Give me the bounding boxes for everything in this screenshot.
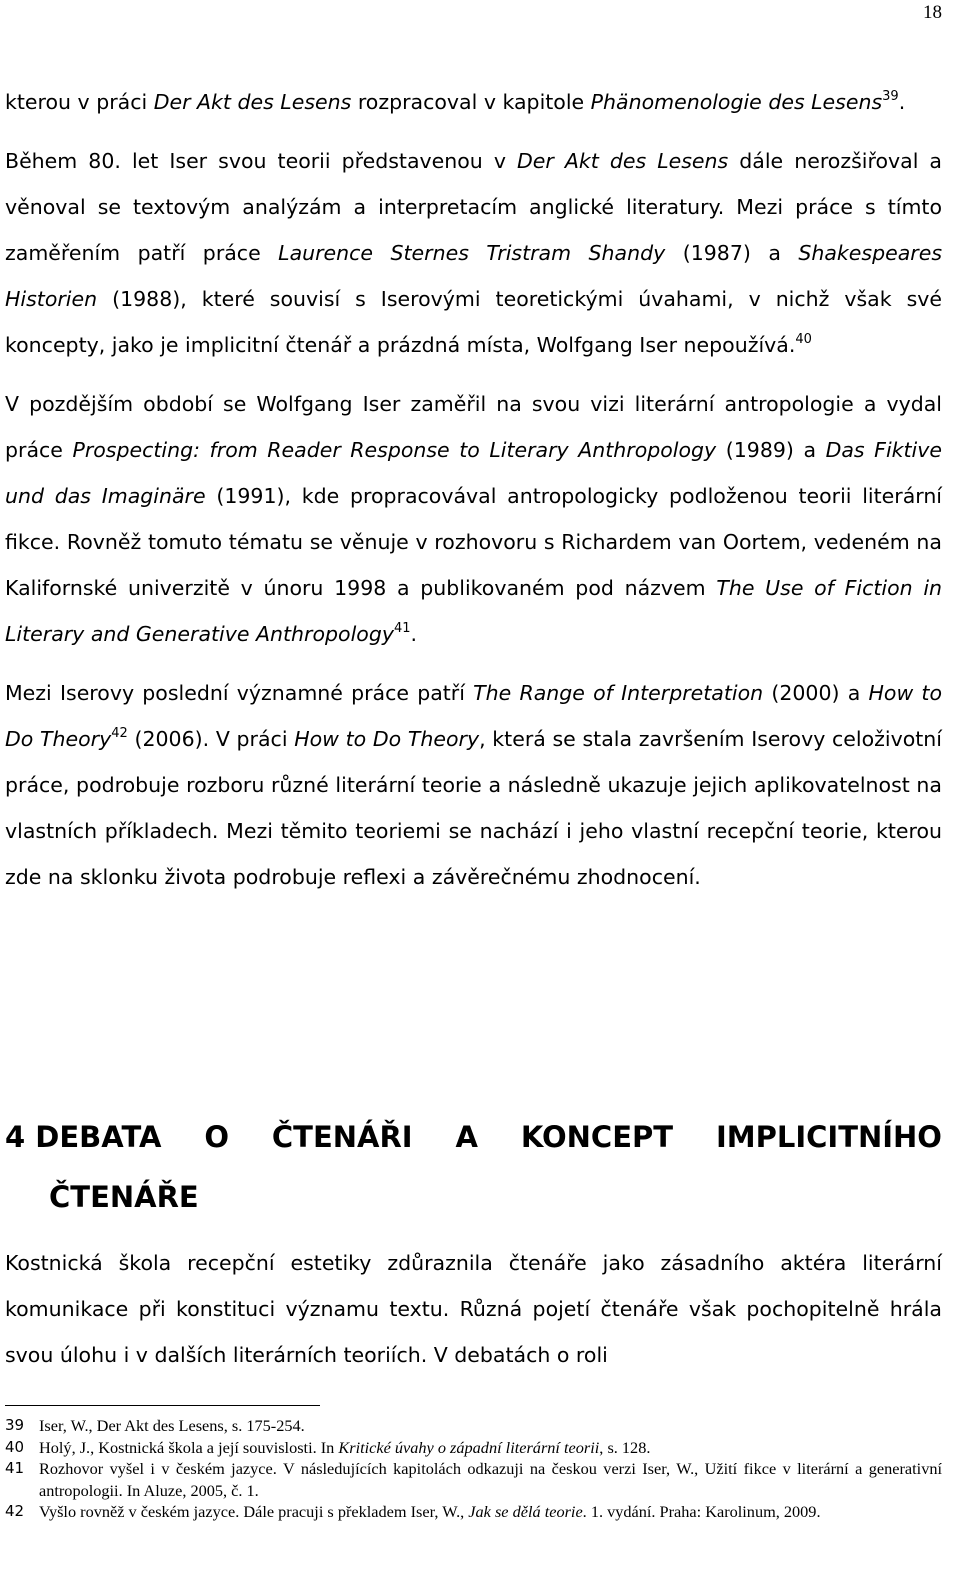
footnotes [5,1415,942,1523]
paragraph-5: Kostnická škola recepční estetiky zdůraznila čtenáře jako zásadního aktéra literární komunikace při konstituci významu textu. Různá pojetí čtenáře však pochopitelně hrála svou úlohu i v dalších literárních teoriích. V debatách o roli [5,1251,942,1367]
footnote-40: 40 Holý, J., Kostnická škola a její souvislosti. In Kritické úvahy o západní literární teorii, s. 128. [5,1437,651,1457]
paragraph-2: Během 80. let Iser svou teorii představenou v Der Akt des Lesens dále nerozšiřoval a věnoval se textovým analýzám a interpretacím anglické literatury. Mezi práce s tímto zaměřením patří práce Laurence Sternes Tristram Shandy (1987) a Shakespeares Historien (1988), které souvisí s Iserovými teoretickými úvahami, v nichž však své koncepty, jako je implicitní čtenář a prázdná místa, Wolfgang Iser nepoužívá.$^{40}$ [5,149,942,357]
chapter-intro [5,1240,942,1378]
footnote-divider [5,1405,320,1406]
footnote-39: 39 Iser, W., Der Akt des Lesens, s. 175-254. [5,1416,305,1435]
chapter-heading [5,1107,942,1227]
footnote-42: 42 Vyšlo rovněž v českém jazyce. Dále pracuji s překladem Iser, W., Jak se dělá teorie. 1. vydání. Praha: Karolinum, 2009. [5,1502,821,1521]
footnote-41: 41 Rozhovor vyšel i v českém jazyce. V následujících kapitolách odkazuji na českou verzi Iser, W., Užití fikce v literární a generativní antropologii. In Aluze, 2005, č. 1. [5,1459,942,1500]
chapter-heading-line-1: 4 DEBATA O ČTENÁŘI A KONCEPT IMPLICITNÍHO [5,1120,942,1154]
footnote-ref-39[interactable]: 39 [882,89,899,104]
paragraph-1: kterou v práci Der Akt des Lesens rozpracoval v kapitole Phänomenologie des Lesens$^{39}$. [5,89,906,114]
footnote-ref-41[interactable]: 41 [393,621,411,636]
paragraph-3: V pozdějším období se Wolfgang Iser zaměřil na svou vizi literární antropologie a vydal práce Prospecting: from Reader Response to Literary Anthropology (1989) a Das Fiktive und das Imaginäre (1991), kde propracovával antropologicky podloženou teorii literární fikce. Rovněž tomuto tématu se věnuje v rozhovoru s Richardem van Oortem, vedeném na Kalifornské univerzitě v únoru 1998 a publikovaném pod názvem The Use of Fiction in Literary and Generative Anthropology$^{41}$. [5,392,943,646]
paragraph-4: Mezi Iserovy poslední významné práce patří The Range of Interpretation (2000) a How to Do Theory$^{42}$ (2006). V práci How to Do Theory, která se stala završením Iserovy celoživotní práce, podrobuje rozboru různé literární teorie a následně ukazuje jejich aplikovatelnost na vlastních příkladech. Mezi těmito teoriemi se nachází i jeho vlastní recepční teorie, kterou zde na sklonku života podrobuje reflexi a závěrečnému zhodnocení. [5,681,943,889]
footnote-ref-40[interactable]: 40 [795,332,812,347]
footnote-ref-42[interactable]: 42 [111,726,128,741]
page-number: 18 [923,2,942,23]
chapter-heading-line-2: ČTENÁŘE [49,1180,199,1214]
body-text [5,79,942,900]
